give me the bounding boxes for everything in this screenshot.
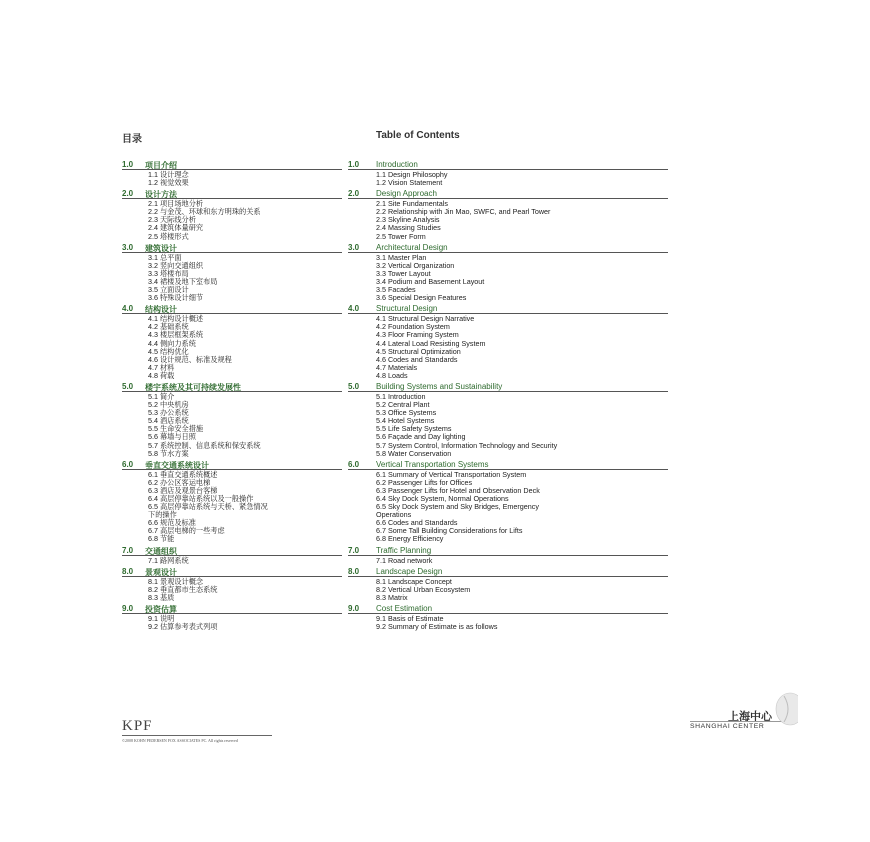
section-number-en: 5.0 bbox=[348, 381, 360, 391]
toc-entry-cn: 8.3 基质 bbox=[148, 592, 175, 602]
toc-entry-en: 5.8 Water Conservation bbox=[376, 448, 452, 458]
section-number-en: 8.0 bbox=[348, 566, 360, 576]
toc-entry-cn: 8.2 垂直都市生态系统 bbox=[148, 584, 218, 594]
toc-entry-cn: 5.6 幕墙与日照 bbox=[148, 432, 196, 442]
toc-entry-en: 2.1 Site Fundamentals bbox=[376, 199, 448, 209]
section-title-en: Landscape Design bbox=[376, 566, 443, 576]
section-title-en: Design Approach bbox=[376, 189, 437, 199]
toc-entry-en: 5.2 Central Plant bbox=[376, 400, 430, 410]
toc-entry-en: 2.5 Tower Form bbox=[376, 231, 426, 241]
toc-entry-cn: 3.4 裙楼及地下室布局 bbox=[148, 276, 218, 286]
toc-entry-cn: 6.6 规范及标准 bbox=[148, 518, 196, 528]
toc-entry-cn: 5.4 酒店系统 bbox=[148, 416, 189, 426]
toc-entry-en: 3.2 Vertical Organization bbox=[376, 260, 455, 270]
section-title-en: Traffic Planning bbox=[376, 545, 432, 555]
toc-entry-cn: 4.2 基础系统 bbox=[148, 322, 189, 332]
toc-section bbox=[122, 382, 667, 458]
toc-entry bbox=[122, 535, 667, 543]
toc-entry-en: 6.3 Passenger Lifts for Hotel and Observation Deck bbox=[376, 485, 540, 495]
toc-entry-cn: 8.1 景观设计概念 bbox=[148, 576, 204, 586]
section-title-en: Building Systems and Sustainability bbox=[376, 381, 503, 391]
section-number-cn: 2.0 bbox=[122, 189, 134, 199]
section-title-en: Structural Design bbox=[376, 304, 438, 314]
section-title-cn: 结构设计 bbox=[145, 305, 177, 315]
toc-entry-cn: 7.1 路网系统 bbox=[148, 555, 189, 565]
kpf-logo bbox=[122, 719, 272, 743]
toc-entry-en: 4.2 Foundation System bbox=[376, 322, 450, 332]
toc-entry-en: 5.7 System Control, Information Technology and Security bbox=[376, 440, 558, 450]
toc-entry-cn: 5.3 办公系统 bbox=[148, 408, 189, 418]
toc-entry-cn: 4.8 荷载 bbox=[148, 370, 175, 380]
section-title-cn: 楼宇系统及其可持续发展性 bbox=[145, 382, 241, 392]
toc-entry-cn: 5.1 简介 bbox=[148, 391, 175, 401]
toc-entry-en: 4.5 Structural Optimization bbox=[376, 346, 461, 356]
toc-entry-en: 6.4 Sky Dock System, Normal Operations bbox=[376, 494, 509, 503]
section-number-cn: 3.0 bbox=[122, 242, 134, 252]
shanghai-center-cn: 上海中心 bbox=[728, 711, 772, 723]
section-title-en: Architectural Design bbox=[376, 242, 448, 252]
toc-section bbox=[122, 189, 667, 240]
toc-entry-en: 2.2 Relationship with Jin Mao, SWFC, and Pearl Tower bbox=[376, 207, 551, 217]
section-title-cn: 设计方法 bbox=[145, 190, 177, 200]
toc-entry-en: 3.5 Facades bbox=[376, 285, 416, 295]
toc-entry-cn: 4.3 楼层框架系统 bbox=[148, 330, 204, 340]
toc-entry-cn: 2.1 项目场地分析 bbox=[148, 199, 204, 209]
toc-entry-en: 6.8 Energy Efficiency bbox=[376, 534, 444, 544]
toc-entry-cn: 3.1 总平面 bbox=[148, 252, 182, 262]
toc-entry-cn: 5.2 中央机房 bbox=[148, 400, 189, 410]
page-title-en: Table of Contents bbox=[376, 130, 460, 141]
toc-entry-cn: 4.5 结构优化 bbox=[148, 346, 189, 356]
toc-entry-cn: 4.1 结构设计概述 bbox=[148, 314, 204, 324]
section-number-cn: 8.0 bbox=[122, 566, 134, 576]
toc-entry-cn: 5.7 系统控制、信息系统和保安系统 bbox=[148, 440, 261, 450]
toc-entry bbox=[122, 623, 667, 631]
toc-entry-en: 6.2 Passenger Lifts for Offices bbox=[376, 477, 473, 487]
toc-entry-cn: 6.7 高层电梯的一些考虑 bbox=[148, 526, 225, 536]
toc-section bbox=[122, 160, 667, 187]
toc-entry-cn: 2.2 与金茂、环球和东方明珠的关系 bbox=[148, 207, 261, 217]
section-heading bbox=[122, 160, 667, 170]
toc-entry-cn: 3.2 竖向交通组织 bbox=[148, 260, 204, 270]
section-title-en: Introduction bbox=[376, 160, 418, 169]
toc-entry-cn: 6.8 节能 bbox=[148, 534, 175, 544]
toc-entry bbox=[122, 179, 667, 187]
section-number-cn: 4.0 bbox=[122, 304, 134, 314]
toc-entry-en: Operations bbox=[376, 510, 412, 520]
section-heading bbox=[122, 460, 667, 470]
shanghai-center-en: SHANGHAI CENTER bbox=[690, 723, 765, 730]
section-title-cn: 垂直交通系统设计 bbox=[145, 460, 209, 470]
section-title-cn: 项目介绍 bbox=[145, 161, 177, 170]
toc-entry-en: 8.2 Vertical Urban Ecosystem bbox=[376, 584, 471, 594]
section-heading bbox=[122, 382, 667, 392]
section-title-cn: 景观设计 bbox=[145, 567, 177, 577]
toc-entry bbox=[122, 594, 667, 602]
toc-entry-en: 4.6 Codes and Standards bbox=[376, 354, 458, 364]
kpf-divider bbox=[122, 735, 272, 736]
toc-entry-cn: 6.1 垂直交通系统概述 bbox=[148, 469, 218, 479]
section-number-en: 3.0 bbox=[348, 242, 360, 252]
section-number-en: 7.0 bbox=[348, 545, 360, 555]
toc-entry-cn: 1.1 设计理念 bbox=[148, 170, 189, 179]
toc-entry-cn: 4.7 材料 bbox=[148, 362, 175, 372]
toc-entry-en: 9.2 Summary of Estimate is as follows bbox=[376, 622, 498, 632]
toc-entry-en: 4.4 Lateral Load Resisting System bbox=[376, 338, 486, 348]
section-title-cn: 交通组织 bbox=[145, 546, 177, 556]
toc-entry-en: 8.3 Matrix bbox=[376, 592, 408, 602]
section-number-cn: 5.0 bbox=[122, 381, 134, 391]
toc-entry-cn: 3.6 特殊设计细节 bbox=[148, 293, 204, 303]
section-number-en: 9.0 bbox=[348, 603, 360, 613]
section-title-en: Vertical Transportation Systems bbox=[376, 459, 489, 469]
tower-emblem-icon bbox=[772, 692, 798, 726]
section-number-en: 6.0 bbox=[348, 459, 360, 469]
toc-entry-en: 4.1 Structural Design Narrative bbox=[376, 314, 475, 324]
section-heading bbox=[122, 604, 667, 614]
section-number-cn: 7.0 bbox=[122, 545, 134, 555]
toc-entry-cn: 2.3 天际线分析 bbox=[148, 215, 196, 225]
toc-entry-cn: 下的操作 bbox=[148, 510, 177, 520]
toc-section bbox=[122, 243, 667, 303]
kpf-wordmark: KPF bbox=[122, 718, 153, 734]
toc-entry-cn: 4.4 侧向力系统 bbox=[148, 338, 196, 348]
toc-entry-en: 3.6 Special Design Features bbox=[376, 293, 467, 303]
toc-entry-en: 4.3 Floor Framing System bbox=[376, 330, 459, 340]
toc-entry-en: 6.6 Codes and Standards bbox=[376, 518, 458, 528]
toc-entry-en: 5.1 Introduction bbox=[376, 391, 426, 401]
toc-entry-en: 4.7 Materials bbox=[376, 362, 418, 372]
toc-entry-cn: 3.3 塔楼布局 bbox=[148, 268, 189, 278]
toc-entry-en: 6.1 Summary of Vertical Transportation System bbox=[376, 469, 527, 479]
toc-entry-cn: 9.1 说明 bbox=[148, 613, 175, 623]
section-title-cn: 投资估算 bbox=[145, 604, 177, 614]
toc-entry-cn: 5.8 节水方案 bbox=[148, 448, 189, 458]
toc-entry bbox=[122, 450, 667, 458]
toc-entry-en: 6.5 Sky Dock System and Sky Bridges, Emergency bbox=[376, 502, 539, 512]
toc-entry-cn: 1.2 视觉效果 bbox=[148, 178, 189, 188]
toc-entry-en: 5.6 Façade and Day lighting bbox=[376, 432, 466, 442]
toc-entry-en: 2.4 Massing Studies bbox=[376, 223, 441, 233]
toc-entry-en: 5.5 Life Safety Systems bbox=[376, 424, 452, 434]
section-title-cn: 建筑设计 bbox=[145, 243, 177, 253]
section-heading bbox=[122, 567, 667, 577]
copyright-text: ©2008 KOHN PEDERSEN FOX ASSOCIATES PC. All rights reserved bbox=[122, 738, 238, 743]
section-number-cn: 1.0 bbox=[122, 160, 134, 169]
toc-entry-cn: 5.5 生命安全措施 bbox=[148, 424, 204, 434]
toc-section bbox=[122, 604, 667, 631]
toc-entry-en: 3.4 Podium and Basement Layout bbox=[376, 276, 485, 286]
table-of-contents bbox=[122, 160, 667, 633]
toc-entry-en: 9.1 Basis of Estimate bbox=[376, 613, 444, 623]
toc-section bbox=[122, 567, 667, 602]
toc-entry-en: 5.3 Office Systems bbox=[376, 408, 437, 418]
toc-entry-en: 6.7 Some Tall Building Considerations for Lifts bbox=[376, 526, 523, 536]
section-number-en: 2.0 bbox=[348, 189, 360, 199]
toc-entry-en: 1.1 Design Philosophy bbox=[376, 170, 448, 179]
toc-entry-cn: 6.2 办公区客运电梯 bbox=[148, 477, 211, 487]
section-heading bbox=[122, 243, 667, 253]
section-number-en: 4.0 bbox=[348, 304, 360, 314]
toc-entry-en: 1.2 Vision Statement bbox=[376, 178, 443, 188]
toc-entry-cn: 6.4 高层停靠站系统以及一般操作 bbox=[148, 494, 254, 503]
toc-entry-cn: 3.5 立面设计 bbox=[148, 285, 189, 295]
toc-entry-cn: 6.5 高层停靠站系统与天桥、紧急情况 bbox=[148, 502, 268, 512]
section-number-cn: 9.0 bbox=[122, 603, 134, 613]
toc-section bbox=[122, 546, 667, 565]
toc-section bbox=[122, 460, 667, 544]
page-title-cn: 目录 bbox=[122, 134, 142, 145]
toc-entry bbox=[122, 557, 667, 565]
section-heading bbox=[122, 189, 667, 199]
section-heading bbox=[122, 546, 667, 556]
toc-entry-en: 2.3 Skyline Analysis bbox=[376, 215, 440, 225]
section-number-cn: 6.0 bbox=[122, 459, 134, 469]
toc-entry-en: 4.8 Loads bbox=[376, 370, 408, 380]
toc-section bbox=[122, 304, 667, 380]
toc-entry-en: 8.1 Landscape Concept bbox=[376, 576, 452, 586]
toc-entry-en: 7.1 Road network bbox=[376, 555, 433, 565]
toc-entry-cn: 6.3 酒店及观景台客梯 bbox=[148, 485, 218, 495]
toc-entry-cn: 2.5 塔楼形式 bbox=[148, 231, 189, 241]
toc-entry bbox=[122, 233, 667, 241]
toc-entry-en: 5.4 Hotel Systems bbox=[376, 416, 435, 426]
toc-entry-cn: 2.4 建筑体量研究 bbox=[148, 223, 204, 233]
toc-entry bbox=[122, 372, 667, 380]
section-title-en: Cost Estimation bbox=[376, 603, 433, 613]
toc-entry-cn: 4.6 设计规范、标准及规程 bbox=[148, 354, 232, 364]
section-number-en: 1.0 bbox=[348, 160, 360, 169]
toc-entry bbox=[122, 294, 667, 302]
toc-entry-en: 3.1 Master Plan bbox=[376, 252, 427, 262]
toc-entry-en: 3.3 Tower Layout bbox=[376, 268, 431, 278]
toc-entry-cn: 9.2 估算参考表式列项 bbox=[148, 622, 218, 632]
section-heading bbox=[122, 304, 667, 314]
